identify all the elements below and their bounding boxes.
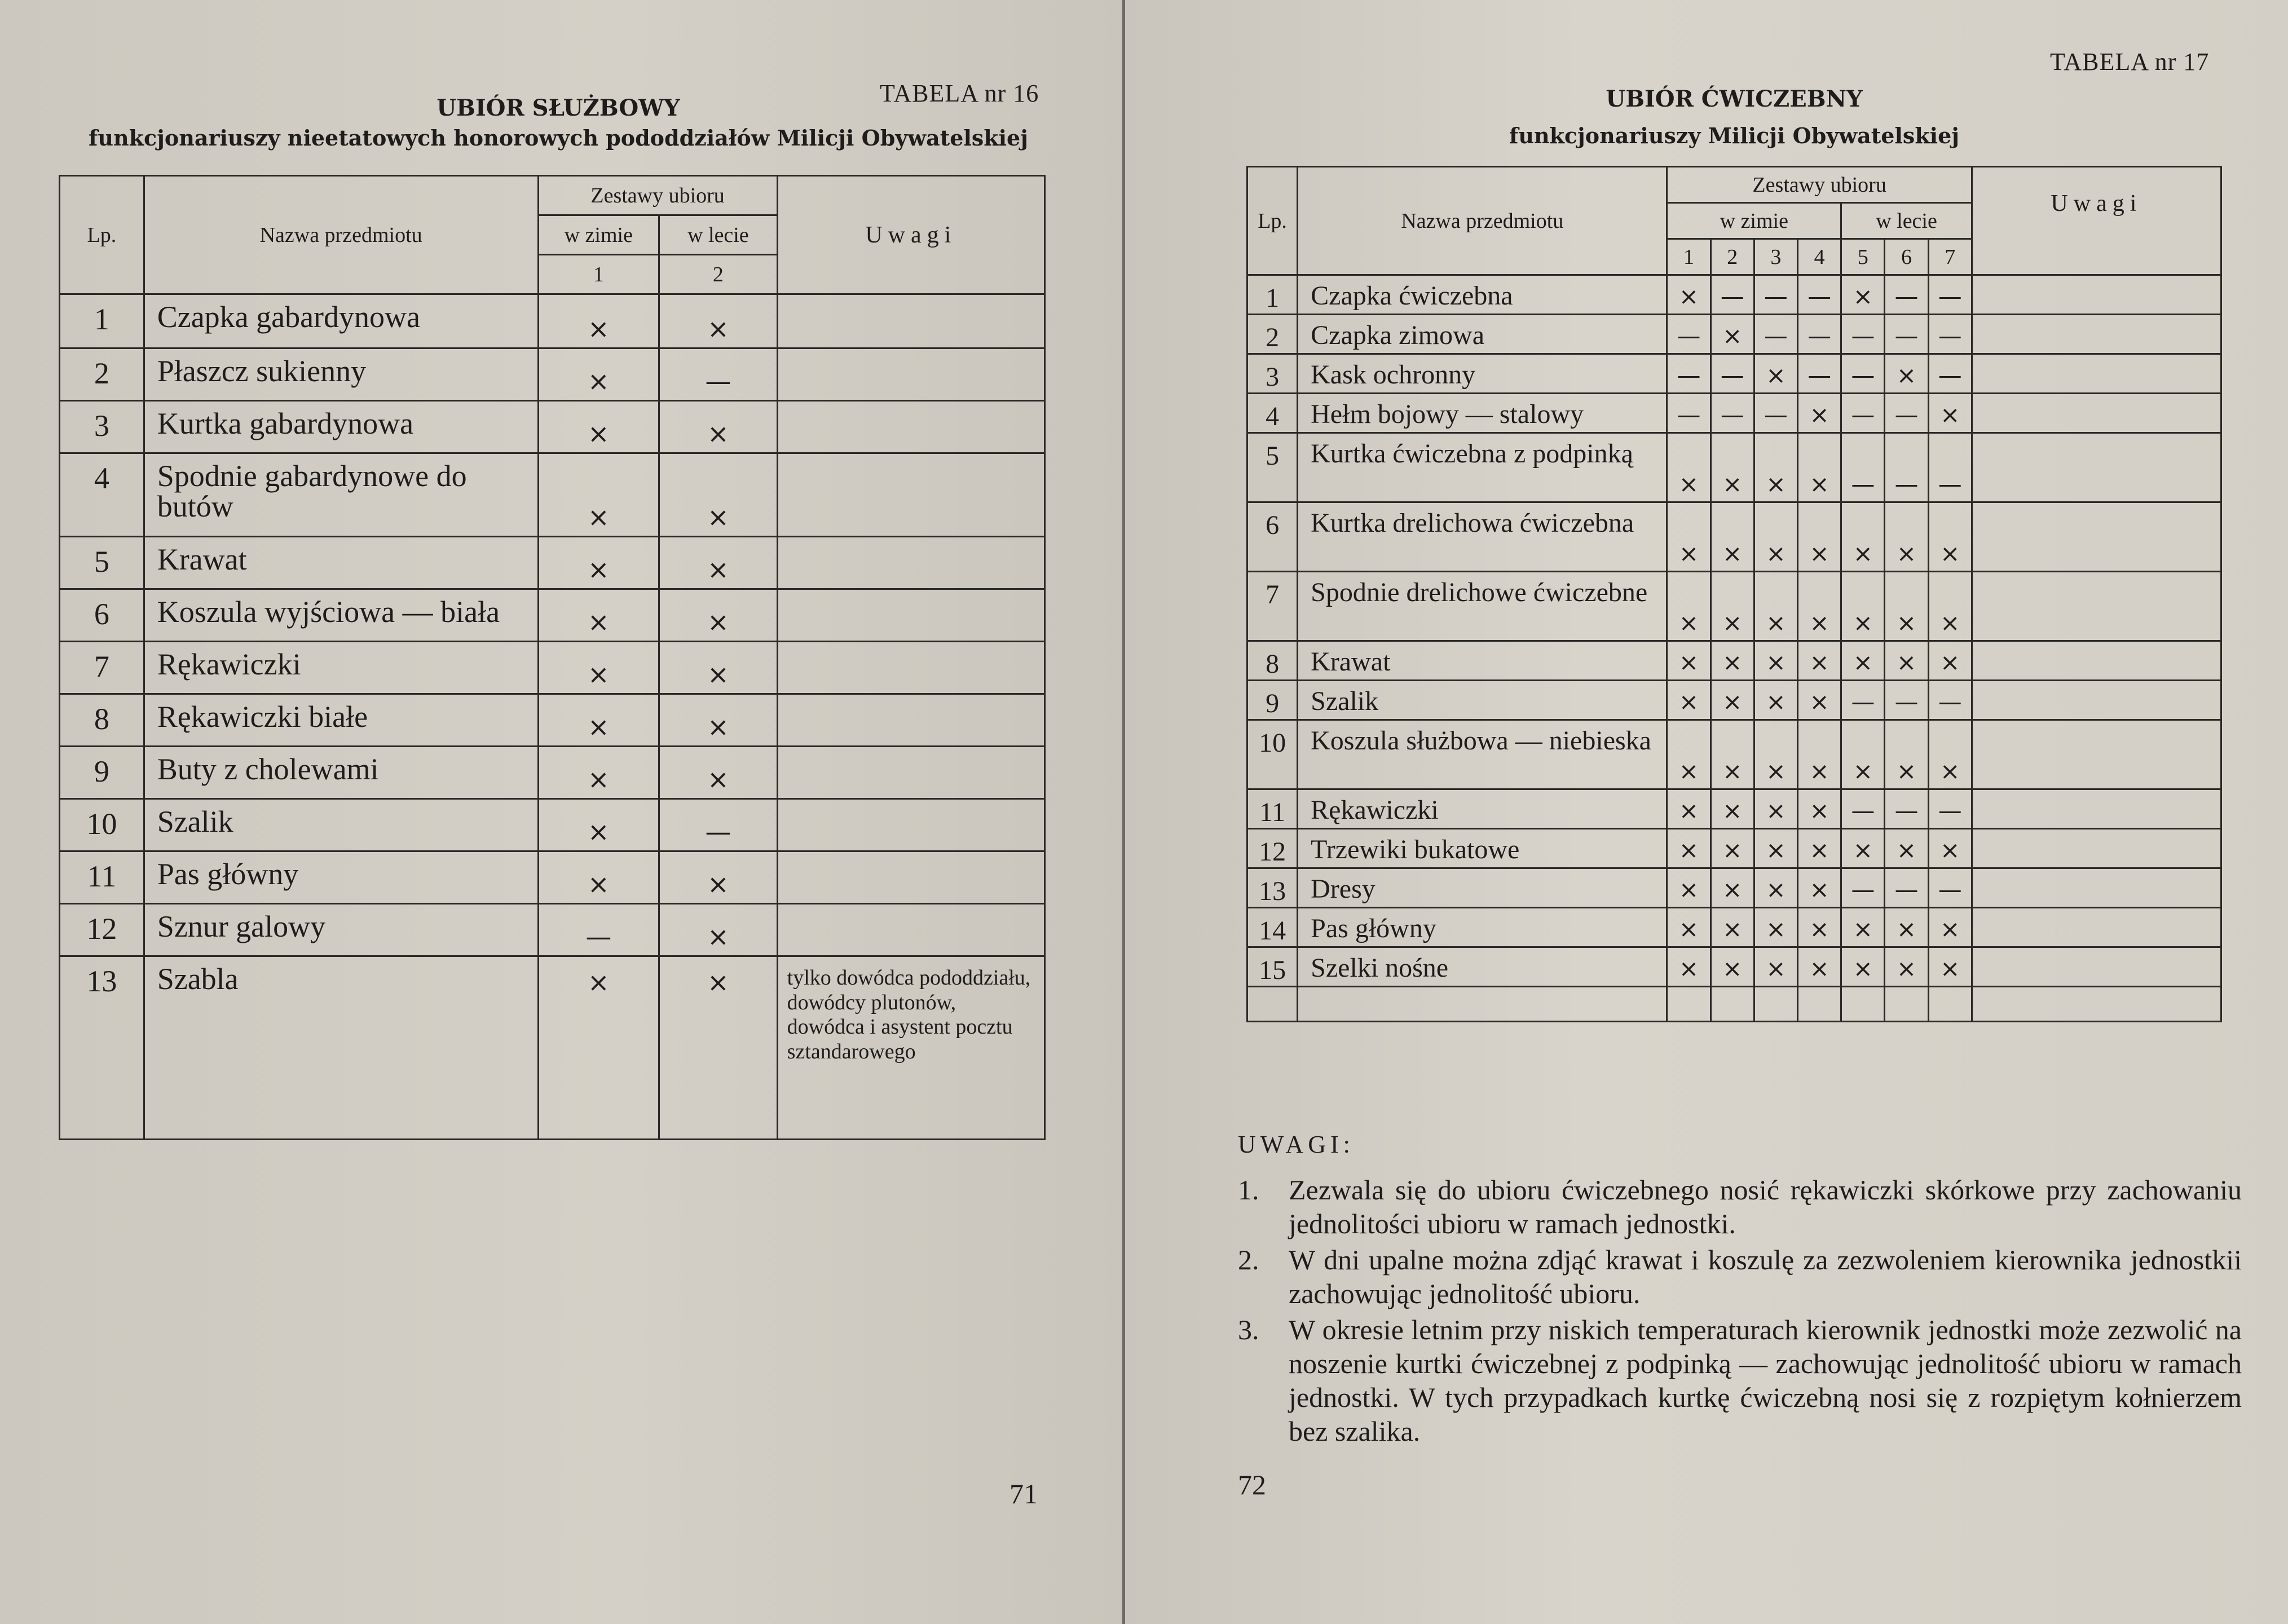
set-mark: × <box>1711 681 1754 720</box>
row-number: 13 <box>60 956 144 1140</box>
uniform-table-17 <box>1246 166 2222 1022</box>
row-number: 1 <box>1247 275 1298 315</box>
set-mark: × <box>1711 572 1754 641</box>
note-item <box>1238 1243 2242 1310</box>
row-remark <box>1972 908 2221 947</box>
set-mark: × <box>1841 829 1885 868</box>
table-title: UBIÓR ĆWICZEBNY <box>1606 86 1863 112</box>
item-name: Sznur galowy <box>144 904 538 956</box>
set-mark: × <box>1711 829 1754 868</box>
row-number: 9 <box>1247 681 1298 720</box>
row-remark <box>1972 354 2221 394</box>
set-mark: × <box>1754 681 1797 720</box>
note-number: 1. <box>1238 1174 1259 1206</box>
row-number: 8 <box>60 694 144 747</box>
set-mark: × <box>1798 394 1841 433</box>
row-remark <box>777 694 1044 747</box>
table-row <box>60 537 1045 589</box>
set-mark: — <box>1667 354 1711 394</box>
set-mark: — <box>538 904 659 956</box>
item-name: Buty z cholewami <box>144 747 538 799</box>
note-text: Zezwala się do ubioru ćwiczebnego nosić rękawiczki skórkowe przy zachowaniu jednolitości ubioru w ramach jednostki. <box>1289 1174 2242 1239</box>
summer-header: w lecie <box>1841 203 1972 239</box>
set-number-header: 2 <box>1711 239 1754 275</box>
table-row <box>60 694 1045 747</box>
set-mark: × <box>1798 681 1841 720</box>
set-mark: — <box>1885 433 1928 502</box>
row-remark <box>1972 433 2221 502</box>
row-remark <box>777 537 1044 589</box>
set-mark: × <box>1711 641 1754 681</box>
table-row <box>1247 572 2221 641</box>
set-mark: × <box>1667 572 1711 641</box>
row-remark <box>777 294 1044 348</box>
set-mark: × <box>1841 275 1885 315</box>
empty-cell <box>1711 987 1754 1022</box>
set-mark: × <box>1928 502 1972 572</box>
row-remark <box>777 747 1044 799</box>
page-number: 72 <box>1238 1469 1266 1501</box>
set-mark: × <box>1754 868 1797 908</box>
set-mark: × <box>659 589 778 642</box>
row-number: 11 <box>1247 789 1298 829</box>
set-mark: × <box>1798 829 1841 868</box>
set-mark: × <box>1754 641 1797 681</box>
set-mark: × <box>1754 947 1797 987</box>
set-mark: × <box>1667 868 1711 908</box>
set-mark: × <box>538 956 659 1140</box>
row-number: 10 <box>1247 720 1298 789</box>
row-number: 3 <box>1247 354 1298 394</box>
notes-list <box>1238 1173 2242 1450</box>
set-mark: × <box>659 694 778 747</box>
set-mark: × <box>1841 502 1885 572</box>
set-mark: × <box>1711 868 1754 908</box>
set-1-header: 1 <box>538 255 659 294</box>
item-name: Szalik <box>1298 681 1667 720</box>
empty-cell <box>1972 987 2221 1022</box>
set-mark: — <box>1798 275 1841 315</box>
row-remark <box>1972 502 2221 572</box>
set-mark: × <box>1885 829 1928 868</box>
set-mark: × <box>1928 829 1972 868</box>
item-name: Kurtka ćwiczebna z podpinką <box>1298 433 1667 502</box>
set-mark: × <box>659 851 778 904</box>
note-number: 3. <box>1238 1314 1259 1345</box>
row-remark <box>777 904 1044 956</box>
set-mark: × <box>1754 433 1797 502</box>
row-number: 15 <box>1247 947 1298 987</box>
row-number: 1 <box>60 294 144 348</box>
empty-cell <box>1928 987 1972 1022</box>
row-number: 3 <box>60 401 144 453</box>
table-row <box>1247 908 2221 947</box>
set-mark: — <box>1841 868 1885 908</box>
set-mark: — <box>1928 354 1972 394</box>
row-remark <box>1972 789 2221 829</box>
set-mark: — <box>1798 315 1841 354</box>
set-mark: × <box>1885 908 1928 947</box>
set-mark: — <box>659 799 778 851</box>
row-number: 4 <box>1247 394 1298 433</box>
set-mark: × <box>1754 720 1797 789</box>
set-mark: × <box>1885 502 1928 572</box>
table-row <box>60 799 1045 851</box>
row-remark <box>777 799 1044 851</box>
row-remark <box>1972 947 2221 987</box>
set-mark: × <box>1754 829 1797 868</box>
set-mark: — <box>1928 789 1972 829</box>
set-mark: × <box>1667 908 1711 947</box>
set-mark: — <box>1667 394 1711 433</box>
set-mark: — <box>1711 394 1754 433</box>
note-item <box>1238 1173 2242 1241</box>
set-mark: × <box>1667 720 1711 789</box>
name-header: Nazwa przedmiotu <box>144 176 538 294</box>
set-mark: — <box>1841 394 1885 433</box>
table-subtitle: funkcjonariuszy nieetatowych honorowych pododdziałów Milicji Obywatelskiej <box>89 125 1028 151</box>
set-mark: × <box>1711 908 1754 947</box>
set-mark: — <box>1841 681 1885 720</box>
name-header: Nazwa przedmiotu <box>1298 167 1667 275</box>
row-remark <box>777 589 1044 642</box>
item-name: Płaszcz sukienny <box>144 348 538 401</box>
item-name: Rękawiczki <box>144 642 538 694</box>
empty-cell <box>1841 987 1885 1022</box>
empty-cell <box>1247 987 1298 1022</box>
set-mark: × <box>1711 789 1754 829</box>
table-row <box>1247 789 2221 829</box>
item-name: Rękawiczki <box>1298 789 1667 829</box>
set-mark: — <box>1885 315 1928 354</box>
winter-header: w zimie <box>538 215 659 255</box>
table-row <box>1247 681 2221 720</box>
set-mark: × <box>1711 947 1754 987</box>
set-mark: — <box>659 348 778 401</box>
set-mark: × <box>1667 681 1711 720</box>
set-number-header: 6 <box>1885 239 1928 275</box>
item-name: Krawat <box>144 537 538 589</box>
row-number: 7 <box>60 642 144 694</box>
remarks-header: Uwagi <box>777 176 1044 294</box>
set-mark: × <box>1711 315 1754 354</box>
table-subtitle: funkcjonariuszy Milicji Obywatelskiej <box>1509 123 1960 148</box>
set-mark: — <box>1928 681 1972 720</box>
set-mark: × <box>1841 947 1885 987</box>
set-mark: × <box>659 642 778 694</box>
table-number: TABELA nr 16 <box>880 80 1039 107</box>
item-name: Spodnie gabardynowe do butów <box>144 453 538 537</box>
table-row <box>1247 275 2221 315</box>
remarks-header: Uwagi <box>1972 167 2221 275</box>
set-mark: × <box>1754 789 1797 829</box>
set-mark: × <box>659 294 778 348</box>
set-mark: × <box>1754 908 1797 947</box>
set-mark: × <box>1711 433 1754 502</box>
set-mark: × <box>1798 572 1841 641</box>
set-mark: × <box>1885 354 1928 394</box>
item-name: Rękawiczki białe <box>144 694 538 747</box>
set-mark: — <box>1841 789 1885 829</box>
table-row <box>60 401 1045 453</box>
item-name: Czapka gabardynowa <box>144 294 538 348</box>
set-mark: × <box>538 453 659 537</box>
item-name: Kurtka drelichowa ćwiczebna <box>1298 502 1667 572</box>
set-mark: — <box>1841 354 1885 394</box>
set-mark: × <box>1798 720 1841 789</box>
row-remark <box>777 401 1044 453</box>
set-mark: — <box>1711 275 1754 315</box>
item-name: Szalik <box>144 799 538 851</box>
set-mark: × <box>1928 908 1972 947</box>
set-mark: × <box>1754 572 1797 641</box>
item-name: Dresy <box>1298 868 1667 908</box>
set-mark: × <box>1667 641 1711 681</box>
sets-header: Zestawy ubioru <box>1667 167 1972 203</box>
set-mark: — <box>1754 394 1797 433</box>
set-mark: × <box>1667 502 1711 572</box>
set-mark: × <box>1798 908 1841 947</box>
set-mark: — <box>1798 354 1841 394</box>
set-mark: × <box>1928 947 1972 987</box>
uniform-table-16 <box>59 175 1046 1140</box>
table-row <box>60 851 1045 904</box>
set-mark: × <box>538 799 659 851</box>
empty-cell <box>1298 987 1667 1022</box>
note-number: 2. <box>1238 1244 1259 1276</box>
item-name: Hełm bojowy — stalowy <box>1298 394 1667 433</box>
row-number: 4 <box>60 453 144 537</box>
table-row <box>1247 433 2221 502</box>
set-mark: × <box>1754 502 1797 572</box>
table-17-body <box>1247 275 2221 1022</box>
item-name: Kask ochronny <box>1298 354 1667 394</box>
set-mark: × <box>538 589 659 642</box>
row-remark <box>1972 681 2221 720</box>
row-number: 6 <box>60 589 144 642</box>
row-remark <box>777 851 1044 904</box>
set-mark: × <box>1667 275 1711 315</box>
row-number: 9 <box>60 747 144 799</box>
set-number-header: 7 <box>1928 239 1972 275</box>
empty-cell <box>1798 987 1841 1022</box>
item-name: Szabla <box>144 956 538 1140</box>
row-number: 5 <box>1247 433 1298 502</box>
row-remark: tylko dowódca pododdziału, dowódcy plutonów, dowódca i asystent pocztu sztandarowego <box>777 956 1044 1140</box>
set-mark: × <box>1798 789 1841 829</box>
item-name: Czapka zimowa <box>1298 315 1667 354</box>
table-number: TABELA nr 17 <box>2050 48 2210 76</box>
item-name: Pas główny <box>144 851 538 904</box>
left-page <box>0 0 1122 1624</box>
empty-cell <box>1667 987 1711 1022</box>
set-mark: × <box>1885 572 1928 641</box>
set-mark: × <box>1798 502 1841 572</box>
table-row <box>60 348 1045 401</box>
note-text: W dni upalne można zdjąć krawat i koszulę za zezwoleniem kierownika jednostkii zachowując jednolitość ubioru. <box>1289 1244 2242 1309</box>
set-mark: × <box>1667 433 1711 502</box>
set-mark: × <box>659 747 778 799</box>
row-number: 12 <box>1247 829 1298 868</box>
set-mark: × <box>659 401 778 453</box>
table-row <box>60 904 1045 956</box>
set-mark: — <box>1885 681 1928 720</box>
row-number: 13 <box>1247 868 1298 908</box>
set-mark: × <box>538 642 659 694</box>
set-mark: × <box>659 453 778 537</box>
set-number-header: 4 <box>1798 239 1841 275</box>
set-mark: — <box>1885 275 1928 315</box>
set-mark: × <box>1841 572 1885 641</box>
item-name: Kurtka gabardynowa <box>144 401 538 453</box>
row-remark <box>1972 829 2221 868</box>
set-mark: × <box>1841 720 1885 789</box>
set-mark: × <box>1928 572 1972 641</box>
table-row <box>1247 868 2221 908</box>
table-row <box>1247 947 2221 987</box>
row-remark <box>777 348 1044 401</box>
set-mark: — <box>1754 315 1797 354</box>
lp-header: Lp. <box>60 176 144 294</box>
row-number: 10 <box>60 799 144 851</box>
set-mark: × <box>1885 641 1928 681</box>
set-mark: — <box>1928 433 1972 502</box>
set-mark: × <box>1667 947 1711 987</box>
set-mark: — <box>1885 868 1928 908</box>
table-row <box>60 453 1045 537</box>
row-number: 2 <box>1247 315 1298 354</box>
row-remark <box>1972 868 2221 908</box>
set-2-header: 2 <box>659 255 778 294</box>
table-row <box>1247 720 2221 789</box>
table-row <box>1247 394 2221 433</box>
item-name: Koszula wyjściowa — biała <box>144 589 538 642</box>
set-mark: × <box>538 747 659 799</box>
note-item <box>1238 1313 2242 1448</box>
row-number: 5 <box>60 537 144 589</box>
row-remark <box>1972 315 2221 354</box>
set-mark: — <box>1711 354 1754 394</box>
row-remark <box>1972 572 2221 641</box>
set-mark: — <box>1754 275 1797 315</box>
set-mark: × <box>538 401 659 453</box>
set-mark: — <box>1841 315 1885 354</box>
table-row <box>60 294 1045 348</box>
set-mark: × <box>1928 641 1972 681</box>
set-mark: × <box>1711 502 1754 572</box>
set-mark: × <box>659 956 778 1140</box>
item-name: Pas główny <box>1298 908 1667 947</box>
set-mark: — <box>1885 394 1928 433</box>
lp-header: Lp. <box>1247 167 1298 275</box>
set-mark: × <box>538 348 659 401</box>
table-row <box>60 642 1045 694</box>
row-number: 14 <box>1247 908 1298 947</box>
sets-header: Zestawy ubioru <box>538 176 777 215</box>
table-row <box>60 747 1045 799</box>
table-row <box>1247 641 2221 681</box>
set-mark: — <box>1841 433 1885 502</box>
set-mark: × <box>1928 720 1972 789</box>
set-mark: × <box>1667 829 1711 868</box>
row-remark <box>777 453 1044 537</box>
set-mark: × <box>1798 868 1841 908</box>
set-mark: — <box>1928 315 1972 354</box>
row-number: 2 <box>60 348 144 401</box>
table-row <box>1247 829 2221 868</box>
set-mark: × <box>1798 947 1841 987</box>
row-remark <box>1972 394 2221 433</box>
set-mark: × <box>1667 789 1711 829</box>
set-mark: × <box>1885 720 1928 789</box>
set-mark: × <box>1798 433 1841 502</box>
set-mark: × <box>1711 720 1754 789</box>
item-name: Spodnie drelichowe ćwiczebne <box>1298 572 1667 641</box>
item-name: Koszula służbowa — niebieska <box>1298 720 1667 789</box>
table-row <box>60 956 1045 1140</box>
row-remark <box>777 642 1044 694</box>
notes-heading: UWAGI: <box>1238 1131 1355 1158</box>
row-number: 12 <box>60 904 144 956</box>
summer-header: w lecie <box>659 215 778 255</box>
row-remark <box>1972 275 2221 315</box>
table-row <box>1247 354 2221 394</box>
item-name: Krawat <box>1298 641 1667 681</box>
set-mark: × <box>659 537 778 589</box>
table-title: UBIÓR SŁUŻBOWY <box>437 95 680 121</box>
page-number: 71 <box>1009 1478 1038 1510</box>
item-name: Czapka ćwiczebna <box>1298 275 1667 315</box>
item-name: Trzewiki bukatowe <box>1298 829 1667 868</box>
set-number-header: 3 <box>1754 239 1797 275</box>
empty-cell <box>1885 987 1928 1022</box>
set-mark: × <box>1885 947 1928 987</box>
empty-cell <box>1754 987 1797 1022</box>
row-remark <box>1972 720 2221 789</box>
set-mark: × <box>538 851 659 904</box>
set-number-header: 1 <box>1667 239 1711 275</box>
row-number: 8 <box>1247 641 1298 681</box>
set-mark: × <box>1754 354 1797 394</box>
set-mark: — <box>1928 868 1972 908</box>
row-remark <box>1972 641 2221 681</box>
item-name: Szelki nośne <box>1298 947 1667 987</box>
set-mark: × <box>659 904 778 956</box>
table-row <box>1247 502 2221 572</box>
set-mark: — <box>1667 315 1711 354</box>
set-mark: × <box>1798 641 1841 681</box>
table-row <box>60 589 1045 642</box>
set-mark: × <box>538 294 659 348</box>
set-mark: × <box>538 537 659 589</box>
set-mark: — <box>1928 275 1972 315</box>
note-text: W okresie letnim przy niskich temperaturach kierownik jednostki może zezwolić na noszenie kurtki ćwiczebnej z podpinką — zachowując jednolitość ubioru w ramach jednostki. W tych przypadkach kurtkę ćwiczebną nosi się z rozpiętym kołnierzem bez szalika. <box>1289 1314 2242 1447</box>
row-number: 11 <box>60 851 144 904</box>
table-spacer-row <box>1247 987 2221 1022</box>
set-mark: × <box>1928 394 1972 433</box>
row-number: 6 <box>1247 502 1298 572</box>
right-page <box>1125 0 2288 1624</box>
set-number-header: 5 <box>1841 239 1885 275</box>
set-mark: × <box>1841 908 1885 947</box>
row-number: 7 <box>1247 572 1298 641</box>
set-mark: × <box>1841 641 1885 681</box>
table-row <box>1247 315 2221 354</box>
set-mark: × <box>538 694 659 747</box>
winter-header: w zimie <box>1667 203 1841 239</box>
set-mark: — <box>1885 789 1928 829</box>
